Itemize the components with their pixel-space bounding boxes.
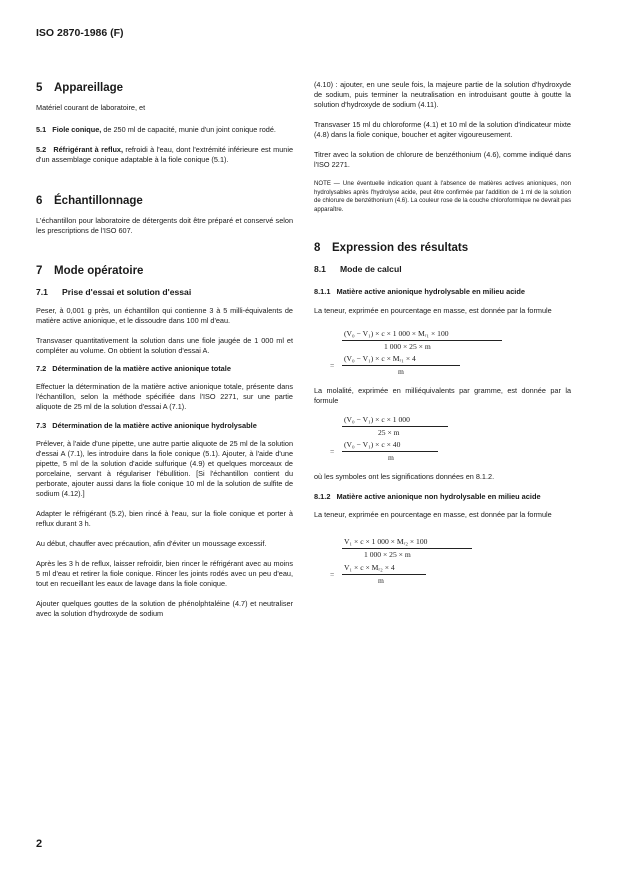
formula-1-bar: [342, 340, 502, 341]
formula-1b-numerator: (V₀ − V₁) × c × Mᵣ₁ × 4: [344, 354, 416, 364]
formula-3b-bar: [342, 574, 426, 575]
formula-1b: [314, 352, 571, 386]
section-8-1-2-p1: La teneur, exprimée en pourcentage en masse, est donnée par la formule: [314, 510, 552, 520]
item-5-2: 5.2 Réfrigérant à reflux, refroidi à l'eau, dont l'extrémité inférieure est munie d'un assemblage conique adaptable à la fiole conique (5.1).: [36, 145, 294, 164]
formula-2-numerator: (V₀ − V₁) × c × 1 000: [344, 415, 410, 425]
section-6-heading: 6 Échantillonnage: [36, 195, 143, 207]
formula-3b: [314, 560, 571, 594]
section-8-1-1-heading: 8.1.1 Matière active anionique hydrolysable en milieu acide: [314, 287, 525, 297]
formula-3-bar: [342, 548, 472, 549]
right-column: [314, 80, 571, 594]
formula-1b-bar: [342, 365, 460, 366]
section-7-3-p4: Après les 3 h de reflux, laisser refroidir, bien rincer le réfrigérant avec au moins 5 ml d'eau et retirer la fiole conique. Rincer les joints rodés avec un peu d'eau, tout en recueillant les eaux de lavage dans la fiole conique.: [36, 559, 293, 588]
formula-2b-numerator: (V₀ − V₁) × c × 40: [344, 440, 401, 450]
section-7-1-p1: Peser, à 0,001 g près, un échantillon qui contienne 3 à 5 milli-équivalents de matière active anionique, et le dissoudre dans 100 ml d'eau.: [36, 306, 293, 325]
section-8-heading: 8 Expression des résultats: [314, 242, 469, 255]
section-8-1-1-p2: La molalité, exprimée en milliéquivalents par gramme, est donnée par la formule: [314, 386, 571, 406]
formula-3-numerator: V₁ × c × 1 000 × Mᵣ₂ × 100: [344, 537, 428, 547]
formula-1-numerator: (V₀ − V₁) × c × 1 000 × Mᵣ₁ × 100: [344, 329, 449, 339]
section-7-2-heading: 7.2 Détermination de la matière active anionique totale: [36, 364, 231, 373]
section-8-1-1-p3: où les symboles ont les significations données en 8.1.2.: [314, 472, 495, 482]
formula-1-denominator: 1 000 × 25 × m: [384, 342, 431, 352]
left-column: [36, 82, 293, 619]
section-8-1-2-heading: 8.1.2 Matière active anionique non hydrolysable en milieu acide: [314, 492, 541, 502]
section-5-heading: 5 Appareillage: [36, 82, 124, 94]
section-7-heading: 7 Mode opératoire: [36, 265, 144, 277]
formula-2-denominator: 25 × m: [378, 428, 400, 438]
section-7-3-p5: Ajouter quelques gouttes de la solution de phénolphtaléine (4.7) et neutraliser avec la solution d'hydroxyde de sodium: [36, 599, 293, 618]
formula-3-denominator: 1 000 × 25 × m: [364, 550, 411, 560]
section-5-intro: Matériel courant de laboratoire, et: [36, 103, 146, 112]
section-7-1-p2: Transvaser quantitativement la solution dans une fiole jaugée de 1 000 ml et compléter au volume. On obtient la solution d'essai A.: [36, 336, 293, 355]
section-7-3-p3: Au début, chauffer avec précaution, afin d'éviter un moussage excessif.: [36, 539, 267, 548]
formula-2: [314, 406, 571, 438]
section-7-3-p1: Prélever, à l'aide d'une pipette, une autre partie aliquote de 25 ml de la solution d'essai A (7.1), les introduire dans la fiole conique (5.1). Ajouter, à l'aide d'une pipette, 5 ml de la solution d'acide sulfurique (4.9) et quelques morceaux de porcelaine, servant à régulariser l'ébullition. [Si l'échantillon contient du perborate, ajouter aussi dans la fiole conique 10 ml de la solution de sulfite de sodium (4.12).]: [36, 439, 293, 498]
section-7-3-heading: 7.3 Détermination de la matière active anionique hydrolysable: [36, 421, 257, 430]
header-title: ISO 2870-1986 (F): [36, 27, 124, 39]
formula-3b-denominator: m: [378, 576, 384, 586]
formula-3b-equals: =: [330, 570, 335, 580]
formula-3b-numerator: V₁ × c × Mᵣ₂ × 4: [344, 563, 395, 573]
formula-2b-equals: =: [330, 447, 335, 457]
page-number: 2: [36, 838, 43, 850]
formula-3: [314, 520, 571, 560]
section-8-1-heading: 8.1 Mode de calcul: [314, 264, 402, 275]
formula-1: [314, 316, 571, 352]
section-6-text: L'échantillon pour laboratoire de détergents doit être préparé et conservé selon les prescriptions de l'ISO 607.: [36, 216, 293, 235]
section-7-3-p2: Adapter le réfrigérant (5.2), bien rincé à l'eau, sur la fiole conique et porter à reflux durant 3 h.: [36, 509, 293, 528]
formula-2-bar: [342, 426, 448, 427]
formula-2b-denominator: m: [388, 453, 394, 463]
section-7-2-p1: Effectuer la détermination de la matière active anionique totale, présente dans l'échantillon, selon la méthode spécifiée dans l'ISO 2271, sur une partie aliquote de 25 ml de la solution d'essai A (7.1).: [36, 382, 293, 411]
note: NOTE — Une éventuelle indication quant à l'absence de matières actives anioniques, non hydrolysables après l'hydrolyse acide, peut être confirmée par l'addition de 1 ml de la solution de chlorure de benzéthonium (4.6). La couleur rose de la couche chloroformique ne devrait pas apparaître.: [314, 180, 571, 213]
formula-1b-equals: =: [330, 361, 335, 371]
formula-1b-denominator: m: [398, 367, 404, 377]
section-7-1-heading: 7.1 Prise d'essai et solution d'essai: [36, 287, 192, 297]
item-5-1: 5.1 Fiole conique, de 250 ml de capacité, munie d'un joint conique rodé.: [36, 125, 276, 134]
continuation-p2: Transvaser 15 ml du chloroforme (4.1) et 10 ml de la solution d'indicateur mixte (4.8) dans la fiole conique, boucher et agiter vigoureusement.: [314, 120, 571, 139]
formula-2b-bar: [342, 451, 438, 452]
continuation-p1: (4.10) : ajouter, en une seule fois, la majeure partie de la solution d'hydroxyde de sodium, puis terminer la neutralisation en introduisant goutte à goutte la solution d'hydroxyde de sodium (4.11).: [314, 80, 571, 109]
section-8-1-1-p1: La teneur, exprimée en pourcentage en masse, est donnée par la formule: [314, 306, 552, 316]
continuation-p3: Titrer avec la solution de chlorure de benzéthonium (4.6), comme indiqué dans l'ISO 2271.: [314, 150, 571, 169]
formula-2b: [314, 438, 571, 472]
